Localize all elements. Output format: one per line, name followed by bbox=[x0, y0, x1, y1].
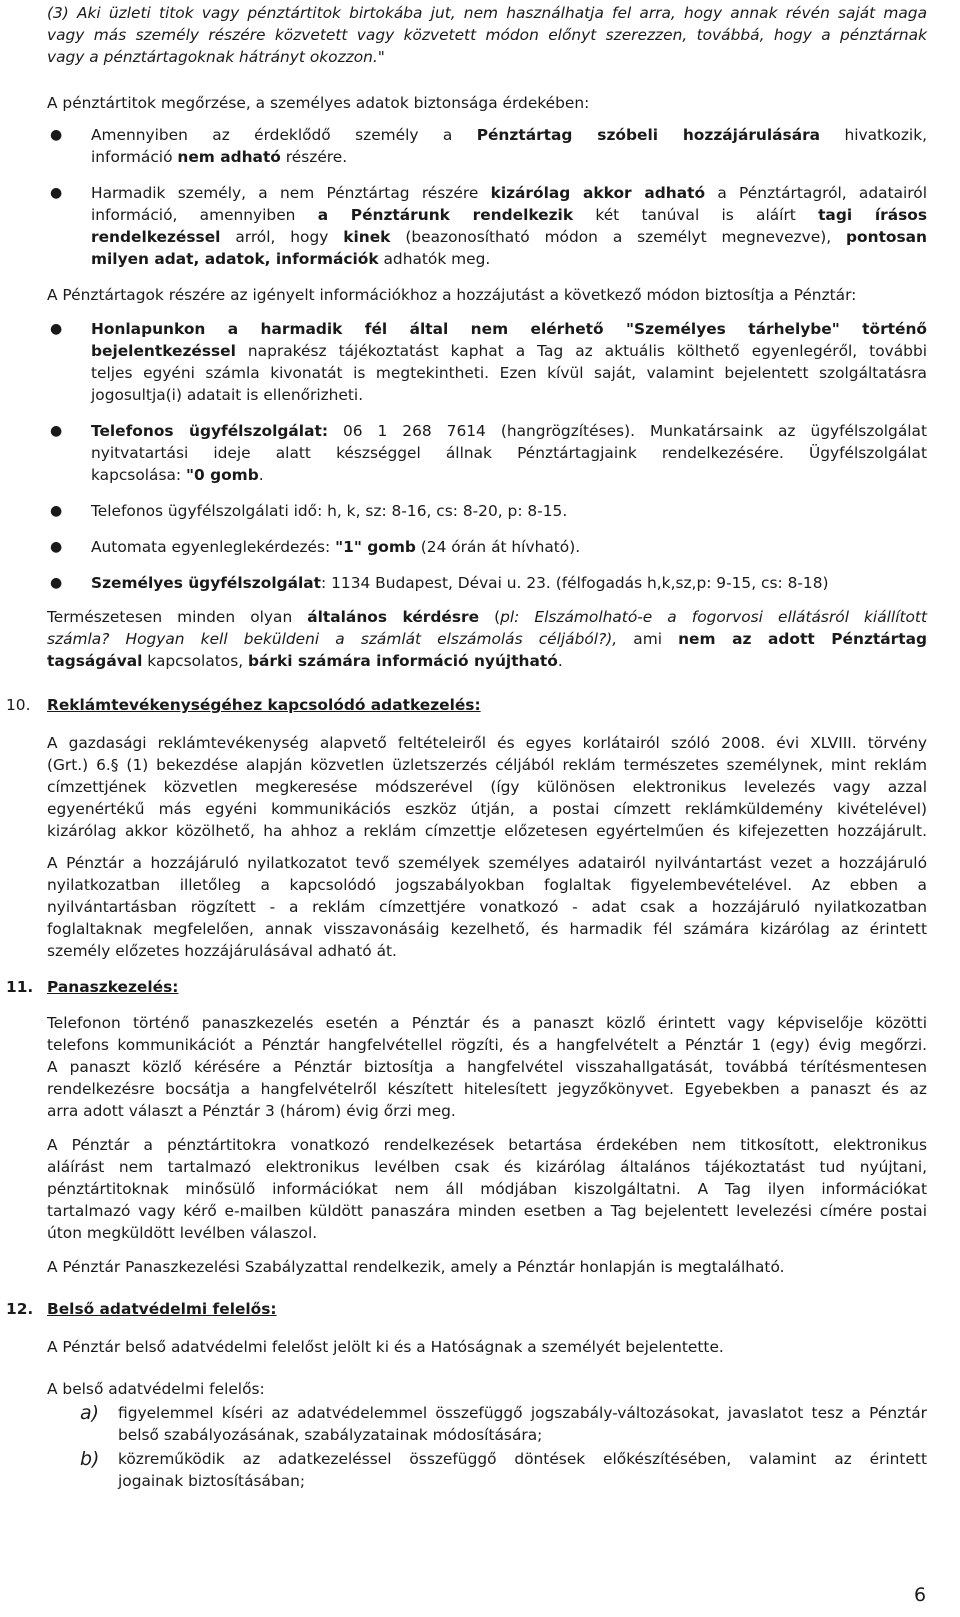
section-number: 12. bbox=[6, 1300, 34, 1318]
bullet-paragraph: jogosultja(i) adatait is ellenőrizheti. bbox=[91, 386, 364, 404]
section-title: Reklámtevékenységéhez kapcsolódó adatkezelés: bbox=[47, 696, 481, 714]
list-letter: a) bbox=[80, 1402, 100, 1424]
bullet-paragraph: Telefonos ügyfélszolgálati idő: h, k, sz: 8-16, cs: 8-20, p: 8-15. bbox=[91, 502, 568, 520]
paragraph-line: A Pénztár belső adatvédelmi felelőst jelölt ki és a Hatóságnak a személyét bejelentette. bbox=[47, 1338, 724, 1356]
paragraph-line: A Pénztár a pénztártitokra vonatkozó rendelkezések betartása érdekében nem titkosított, elektronikus bbox=[47, 1136, 927, 1154]
quote-line: (3) Aki üzleti titok vagy pénztártitok birtokába jut, nem használhatja fel arra, hogy annak révén saját maga bbox=[47, 4, 927, 22]
paragraph-line: kizárólag akkor közölhető, ha ahhoz a reklám címzettje előzetesen egyértelműen és kifejezetten hozzájárult. bbox=[47, 822, 927, 840]
paragraph-line: (Grt.) 6.§ (1) bekezdése alapján közvetlen üzletszerzés céljából reklám természetes személynek, mint reklám bbox=[47, 756, 927, 774]
bullet-paragraph: bejelentkezéssel naprakész tájékoztatást kaphat a Tag az aktuális költhető egyenlegéről, további bbox=[91, 342, 927, 360]
paragraph-line: személy előzetes hozzájárulásával adható át. bbox=[47, 942, 397, 960]
paragraph-line: tagságával kapcsolatos, bárki számára információ nyújtható. bbox=[47, 652, 563, 670]
paragraph-line: nyilvántartásban rögzített - a reklám címzettjére vonatkozó - adat csak a hozzájáruló nyilatkozatban bbox=[47, 898, 927, 916]
bullet-paragraph: teljes egyéni számla kivonatát is megtekintheti. Ezen kívül saját, valamint bejelentett szolgáltatásra bbox=[91, 364, 927, 382]
section-title: Belső adatvédelmi felelős: bbox=[47, 1300, 277, 1318]
paragraph-line: nyilatkozatban illetőleg a kapcsolódó jogszabályokban foglaltak figyelembevételével. Az ebben a bbox=[47, 876, 927, 894]
section-number: 11. bbox=[6, 978, 34, 996]
paragraph-line: A Pénztár Panaszkezelési Szabályzattal rendelkezik, amely a Pénztár honlapján is megtalálható. bbox=[47, 1258, 785, 1276]
bullet-paragraph: nyitvatartási ideje alatt készséggel állnak Pénztártagjaink rendelkezésére. Ügyfélszolgálat bbox=[91, 444, 927, 462]
list-item-line: belső szabályozásának, szabályzatainak módosítására; bbox=[118, 1426, 543, 1444]
list-letter: b) bbox=[80, 1448, 100, 1470]
bullet-paragraph: információ, amennyiben a Pénztárunk rendelkezik két tanúval is aláírt tagi írásos bbox=[91, 206, 927, 224]
paragraph-line: számla? Hogyan kell beküldeni a számlát elszámolás céljából?), ami nem az adott Pénztártag bbox=[47, 630, 927, 648]
paragraph-line: úton megküldött levélben válaszol. bbox=[47, 1224, 318, 1242]
bullet-paragraph: rendelkezéssel arról, hogy kinek (beazonosítható módon a személyt megnevezve), pontosan bbox=[91, 228, 928, 246]
paragraph-line: foglaltaknak megfelelően, annak visszavonásáig kezelhető, és harmadik fél számára kizárólag az érintett bbox=[47, 920, 927, 938]
bullet-icon: ● bbox=[50, 503, 63, 519]
bullet-paragraph: kapcsolása: "0 gomb. bbox=[91, 466, 264, 484]
bullet-paragraph: milyen adat, adatok, információk adhatók meg. bbox=[91, 250, 491, 268]
section-number: 10. bbox=[6, 696, 31, 714]
quote-line: vagy a pénztártagoknak hátrányt okozzon." bbox=[47, 48, 385, 66]
paragraph-line: Telefonon történő panaszkezelés esetén a Pénztár és a panaszt közlő érintett vagy képviselője közötti bbox=[47, 1014, 927, 1032]
paragraph-line: A belső adatvédelmi felelős: bbox=[47, 1380, 265, 1398]
paragraph-line: Természetesen minden olyan általános kérdésre (pl: Elszámolható-e a fogorvosi ellátásról kiállított bbox=[47, 608, 927, 626]
bullet-paragraph: Automata egyenleglekérdezés: "1" gomb (24 órán át hívható). bbox=[91, 538, 581, 556]
paragraph-line: egyenértékű más egyéni kommunikációs eszköz útján, a postai címzett reklámküldemény kivételével) bbox=[47, 800, 927, 818]
bullet-icon: ● bbox=[50, 539, 63, 555]
bullet-paragraph: Amennyiben az érdeklődő személy a Pénztártag szóbeli hozzájárulására hivatkozik, bbox=[91, 126, 928, 144]
bullet-paragraph: Harmadik személy, a nem Pénztártag részére kizárólag akkor adható a Pénztártagról, adatairól bbox=[91, 184, 927, 202]
access-intro: A Pénztártagok részére az igényelt információkhoz a hozzájutást a következő módon biztosítja a Pénztár: bbox=[47, 286, 857, 304]
bullet-icon: ● bbox=[50, 423, 63, 439]
paragraph-line: A Pénztár a hozzájáruló nyilatkozatot tevő személyek személyes adatairól nyilvántartást vezet a hozzájáruló bbox=[47, 854, 927, 872]
bullet-icon: ● bbox=[50, 185, 63, 201]
list-item-line: figyelemmel kíséri az adatvédelemmel összefüggő jogszabály-változásokat, javaslatot tesz a Pénztár bbox=[118, 1404, 927, 1422]
paragraph-line: telefons kommunikációt a Pénztár hangfelvétellel rögzíti, és a hangfelvételt a Pénztár 1 (egy) évig megőrzi. bbox=[47, 1036, 927, 1054]
bullet-icon: ● bbox=[50, 575, 63, 591]
page-number: 6 bbox=[914, 1584, 927, 1606]
bullet-paragraph: Honlapunkon a harmadik fél által nem elérhető "Személyes tárhelybe" történő bbox=[91, 320, 927, 338]
list-item-line: jogainak biztosításában; bbox=[118, 1472, 306, 1490]
bullet-paragraph: Telefonos ügyfélszolgálat: 06 1 268 7614 (hangrögzítéses). Munkatársaink az ügyfélszolgálat bbox=[91, 422, 927, 440]
paragraph-line: A panaszt közlő kérésére a Pénztár biztosítja a hangfelvétel visszahallgatását, továbbá térítésmentesen bbox=[47, 1058, 927, 1076]
paragraph-line: rendelkezésre bocsátja a hangfelvételről készített hitelesített jegyzőkönyvet. Egyebekben a panaszt és az bbox=[47, 1080, 927, 1098]
paragraph-line: arra adott választ a Pénztár 3 (három) évig őrzi meg. bbox=[47, 1102, 456, 1120]
paragraph-line: pénztártitoknak minősülő információkat nem áll módjában kiszolgáltatni. A Tag ilyen információkat bbox=[47, 1180, 927, 1198]
paragraph-line: A gazdasági reklámtevékenység alapvető feltételeiről és egyes korlátairól szóló 2008. évi XLVIII. törvény bbox=[47, 734, 927, 752]
paragraph-line: aláírást nem tartalmazó elektronikus levélben csak és kizárólag általános tájékoztatást tud nyújtani, bbox=[47, 1158, 927, 1176]
bullet-icon: ● bbox=[50, 127, 63, 143]
paragraph-line: tartalmazó vagy kérő e-mailben küldött panaszára minden esetben a Tag bejelentett levelezési címére postai bbox=[47, 1202, 927, 1220]
section-title: Panaszkezelés: bbox=[47, 978, 179, 996]
secrecy-intro: A pénztártitok megőrzése, a személyes adatok biztonsága érdekében: bbox=[47, 94, 590, 112]
quote-line: vagy más személy részére közvetett vagy közvetett módon előnyt szerezzen, továbbá, hogy a pénztárnak bbox=[47, 26, 927, 44]
list-item-line: közreműködik az adatkezeléssel összefüggő döntések előkészítésében, valamint az érintett bbox=[118, 1450, 927, 1468]
bullet-paragraph: Személyes ügyfélszolgálat: 1134 Budapest, Dévai u. 23. (félfogadás h,k,sz,p: 9-15, cs: 8-18) bbox=[91, 574, 829, 592]
bullet-paragraph: információ nem adható részére. bbox=[91, 148, 348, 166]
paragraph-line: címzettjének közvetlen megkeresése módszerével (így különösen elektronikus levelezés vagy azzal bbox=[47, 778, 927, 796]
bullet-icon: ● bbox=[50, 321, 63, 337]
